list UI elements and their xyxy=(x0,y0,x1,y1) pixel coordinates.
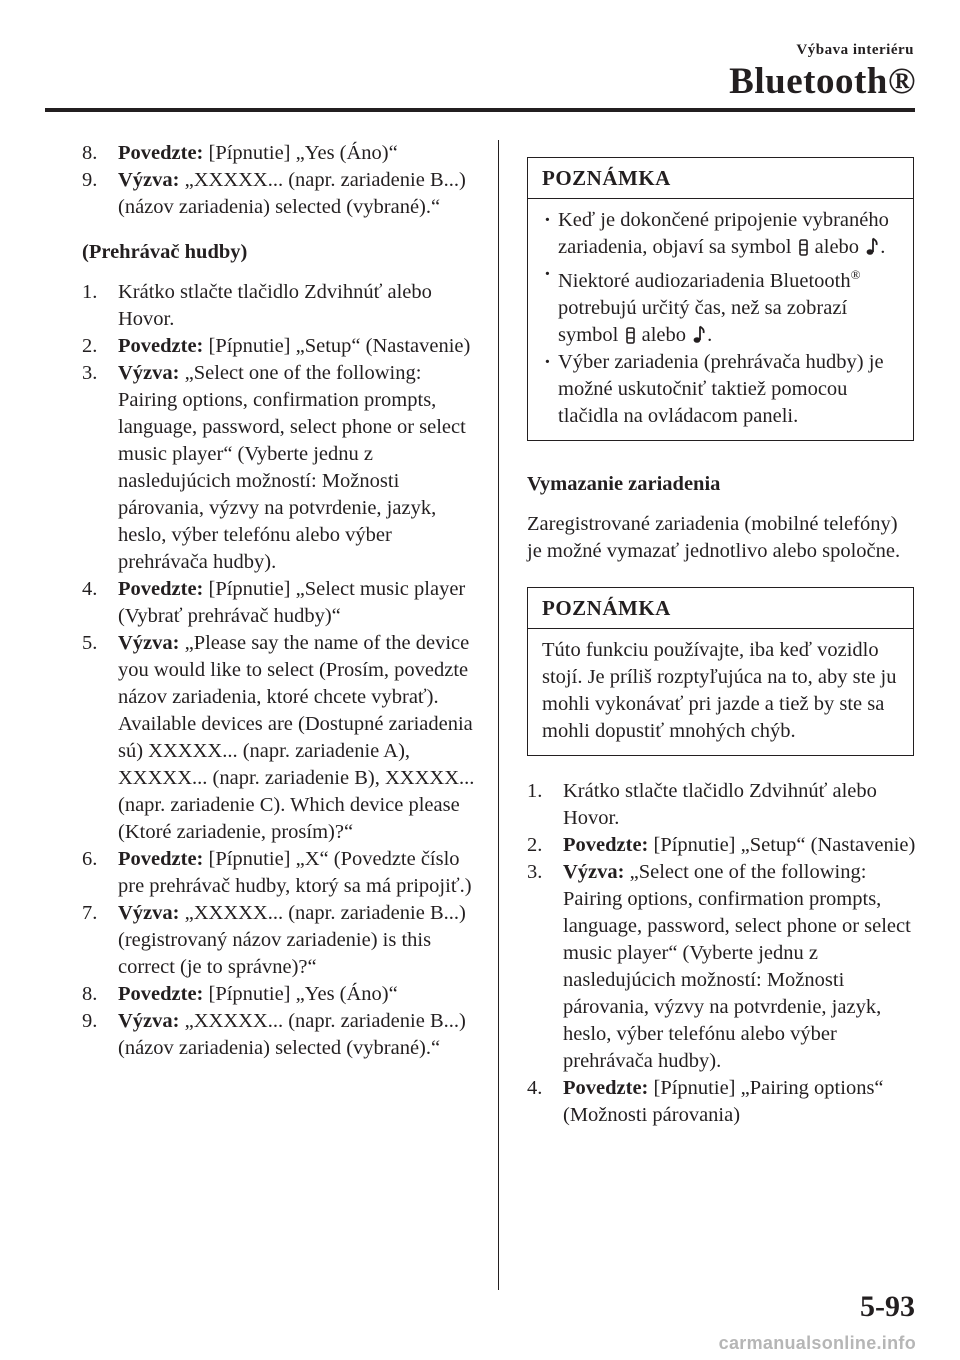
step-number: 4. xyxy=(527,1076,543,1099)
step-label: Povedzte: xyxy=(118,335,204,357)
step-number: 3. xyxy=(82,362,98,384)
bullet-dot: · xyxy=(544,263,551,285)
music-note-icon xyxy=(693,325,705,344)
step-text: „XXXXX... (napr. zariadenie B...) (názov zariadenia) selected (vybrané).“ xyxy=(118,1010,466,1059)
step-number: 1. xyxy=(527,779,543,802)
step-number: 8. xyxy=(82,983,98,1005)
step-number: 9. xyxy=(82,1010,98,1032)
bullet-text: Niektoré audiozariadenia Bluetooth xyxy=(558,269,851,292)
step-label: Povedzte: xyxy=(118,983,204,1005)
step-label: Výzva: xyxy=(118,632,180,654)
step-text: „Please say the name of the device you would like to select (Prosím, povedzte názov zariadenia, ktoré chcete vybrať). Available devices are (Dostupné zariadenia sú) XXXXX... (napr. zariadenie A), XXXXX... (napr. zariadenie B), XXXXX... (napr. zariadenie C). Which device please (Ktoré zariadenie, prosím)?“ xyxy=(118,632,475,843)
page-number: 5-93 xyxy=(860,1290,915,1323)
step-text: „Select one of the following: Pairing options, confirmation prompts, language, password, select phone or select music player“ (Vyberte jednu z nasledujúcich možností: Možnosti párovania, výzvy na potvrdenie, jazyk, heslo, výber telefónu alebo výber prehrávača hudby). xyxy=(563,860,911,1072)
step-item xyxy=(82,140,477,167)
bullet-text: alebo xyxy=(814,236,860,258)
step-text: [Pípnutie] „Pairing options“ (Možnosti párovania) xyxy=(563,1076,884,1126)
music-note-icon xyxy=(866,237,878,256)
step-item xyxy=(82,846,477,900)
step-number: 4. xyxy=(82,578,98,600)
right-column xyxy=(527,157,917,1129)
step-item xyxy=(82,576,477,630)
step-label: Povedzte: xyxy=(118,578,204,600)
step-item xyxy=(527,859,917,1075)
step-item xyxy=(82,1008,477,1062)
note-body xyxy=(528,199,913,440)
step-item xyxy=(527,778,917,832)
step-text: Krátko stlačte tlačidlo Zdvihnúť alebo Hovor. xyxy=(563,779,877,829)
note-body: Túto funkciu používajte, iba keď vozidlo stojí. Je príliš rozptyľujúca na to, aby ste ju mohli vykonávať pri jazde a tiež by ste sa mohli dopustiť mnohých chýb. xyxy=(542,638,897,742)
delete-device-text: Zaregistrované zariadenia (mobilné telefóny) je možné vymazať jednotlivo alebo spoločne. xyxy=(527,512,901,562)
step-item xyxy=(527,832,917,859)
step-number: 7. xyxy=(82,902,98,924)
step-item xyxy=(82,360,477,576)
step-label: Výzva: xyxy=(563,860,625,883)
bullet-text: Výber zariadenia (prehrávača hudby) je možné uskutočniť taktiež pomocou tlačidla na ovládacom paneli. xyxy=(558,350,884,427)
bullet-text: alebo xyxy=(641,323,687,346)
step-text: [Pípnutie] „Setup“ (Nastavenie) xyxy=(208,335,471,357)
step-item xyxy=(82,981,477,1008)
step-item xyxy=(82,167,477,221)
left-column xyxy=(82,140,477,1062)
column-divider xyxy=(498,140,499,1290)
step-number: 2. xyxy=(82,335,98,357)
header-rule xyxy=(45,108,915,112)
step-label: Výzva: xyxy=(118,362,180,384)
bullet-text: Keď je dokončené pripojenie vybraného zariadenia, objaví sa symbol xyxy=(558,209,889,258)
step-item xyxy=(82,333,477,360)
step-number: 6. xyxy=(82,848,98,870)
note-title: POZNÁMKA xyxy=(528,588,913,629)
step-number: 1. xyxy=(82,281,98,303)
step-label: Výzva: xyxy=(118,1010,180,1032)
note-bullet xyxy=(542,207,899,261)
step-text: [Pípnutie] „Yes (Áno)“ xyxy=(208,983,398,1005)
note-bullet xyxy=(542,349,899,430)
registered-mark: ® xyxy=(850,267,861,282)
step-label: Povedzte: xyxy=(563,833,649,856)
steps-list xyxy=(527,778,917,1129)
step-item xyxy=(82,279,477,333)
note-title: POZNÁMKA xyxy=(528,158,913,199)
step-label: Výzva: xyxy=(118,902,180,924)
step-item xyxy=(82,900,477,981)
phone-icon xyxy=(626,327,635,344)
bullet-dot: · xyxy=(544,350,551,373)
step-text: „XXXXX... (napr. zariadenie B...) (registrovaný názov zariadenie) is this correct (je to správne)?“ xyxy=(118,902,466,978)
bullet-text: potrebujú určitý čas, než sa zobrazí symbol xyxy=(558,296,848,346)
note-box xyxy=(527,587,914,756)
step-label: Výzva: xyxy=(118,169,180,191)
bullet-dot: · xyxy=(544,209,551,231)
step-number: 5. xyxy=(82,632,98,654)
music-player-heading: (Prehrávač hudby) xyxy=(82,241,248,263)
section-label: Výbava interiéru xyxy=(796,42,914,58)
phone-icon xyxy=(799,239,808,256)
delete-device-heading: Vymazanie zariadenia xyxy=(527,472,721,495)
step-number: 2. xyxy=(527,833,543,856)
step-label: Povedzte: xyxy=(563,1076,649,1099)
bullet-text: . xyxy=(880,236,886,258)
step-text: [Pípnutie] „Setup“ (Nastavenie) xyxy=(653,833,916,856)
step-number: 9. xyxy=(82,169,98,191)
step-item xyxy=(527,1075,917,1129)
step-text: [Pípnutie] „X“ (Povedzte číslo pre prehrávač hudby, ktorý sa má pripojiť.) xyxy=(118,848,472,897)
step-label: Povedzte: xyxy=(118,142,204,164)
step-text: Krátko stlačte tlačidlo Zdvihnúť alebo Hovor. xyxy=(118,281,432,330)
chapter-title: Bluetooth® xyxy=(729,61,916,102)
step-label: Povedzte: xyxy=(118,848,204,870)
step-text: [Pípnutie] „Yes (Áno)“ xyxy=(208,142,398,164)
watermark: carmanualsonline.info xyxy=(718,1333,916,1353)
step-text: [Pípnutie] „Select music player (Vybrať prehrávač hudby)“ xyxy=(118,578,466,627)
step-number: 3. xyxy=(527,860,543,883)
step-text: „Select one of the following: Pairing options, confirmation prompts, language, password, select phone or select music player“ (Vyberte jednu z nasledujúcich možností: Možnosti párovania, výzvy na potvrdenie, jazyk, heslo, výber telefónu alebo výber prehrávača hudby). xyxy=(118,362,466,573)
step-number: 8. xyxy=(82,142,98,164)
step-text: „XXXXX... (napr. zariadenie B...) (názov zariadenia) selected (vybrané).“ xyxy=(118,169,466,218)
step-item xyxy=(82,630,477,846)
bullet-text: . xyxy=(707,323,713,346)
note-bullet xyxy=(542,261,899,349)
note-box xyxy=(527,157,914,441)
